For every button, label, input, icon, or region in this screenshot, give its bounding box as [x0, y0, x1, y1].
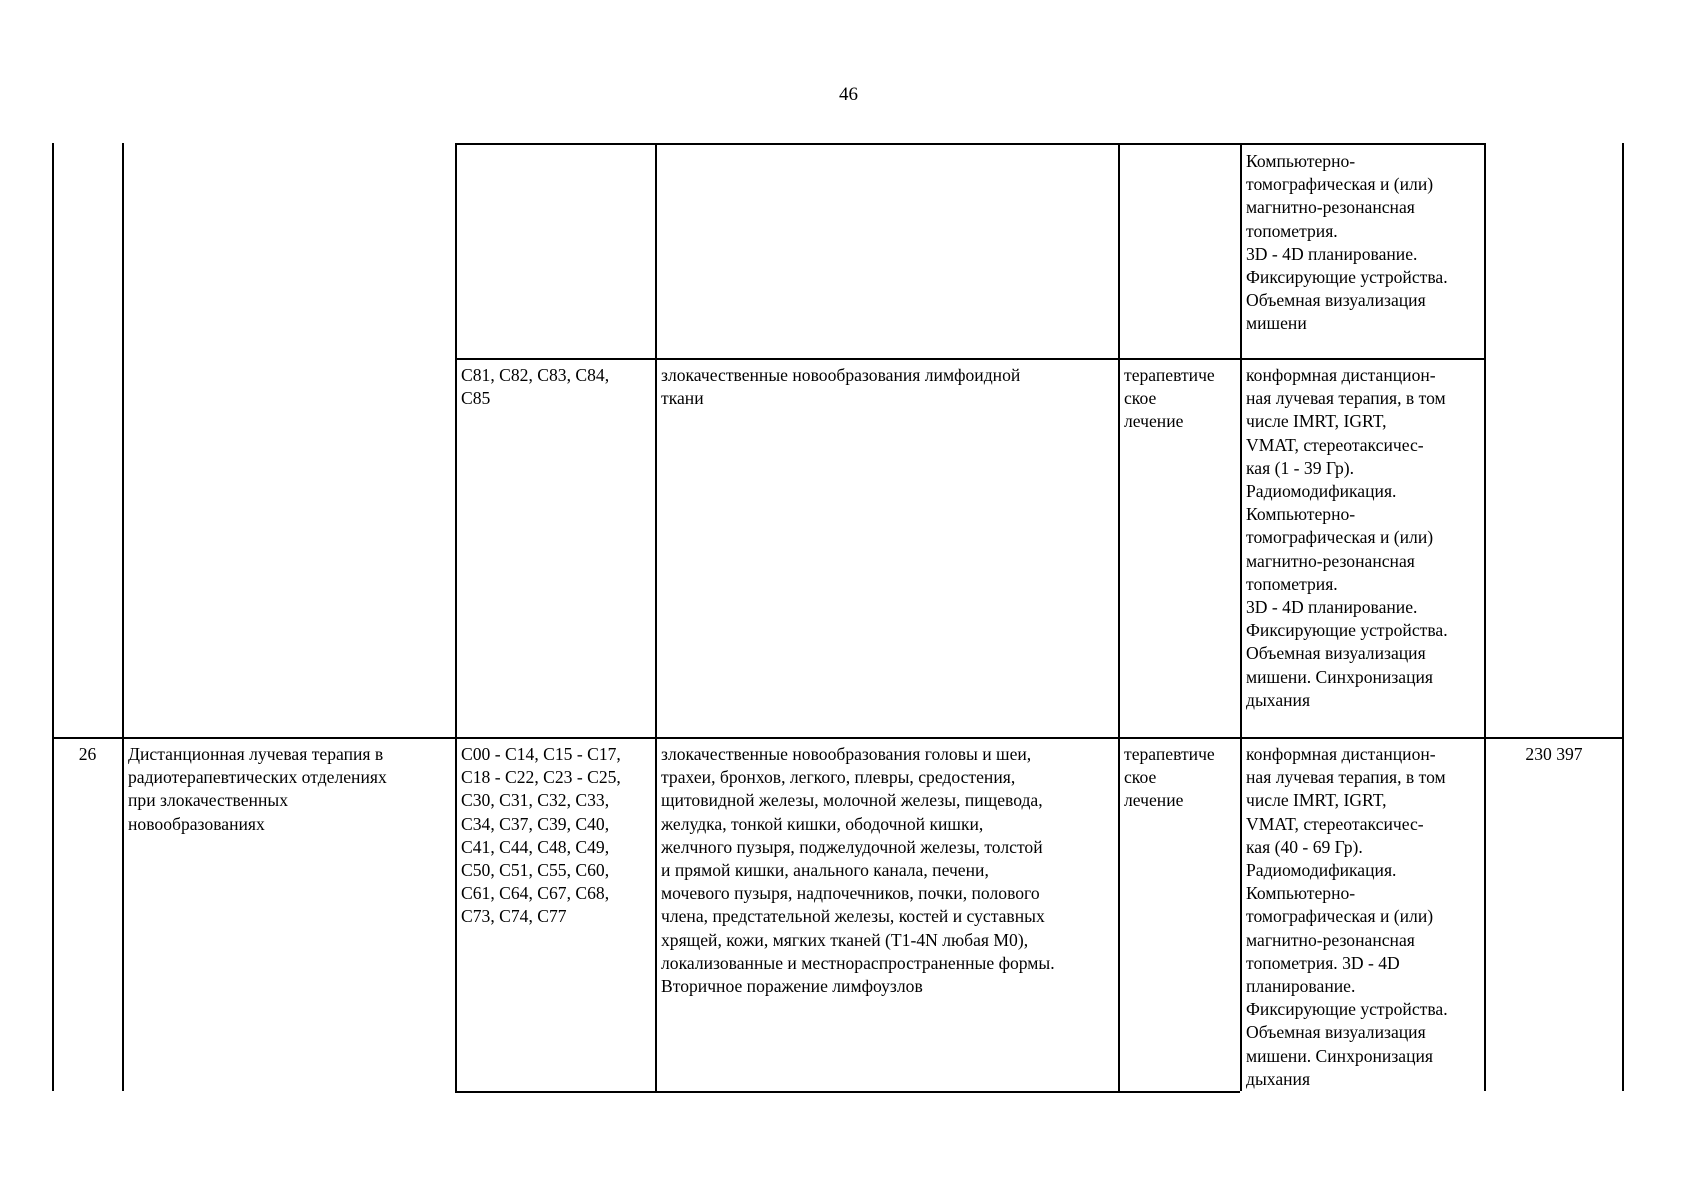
table-top-border	[455, 143, 1485, 145]
row-number-cell: 26	[78, 744, 97, 764]
column-divider	[1484, 143, 1486, 1091]
page-number: 46	[839, 84, 858, 105]
column-divider	[655, 143, 657, 1091]
treatment-method-cell: конформная дистанцион- ная лучевая терапия, в том числе IMRT, IGRT, VMAT, стереотаксичес- кая (1 - 39 Гр). Радиомодификация. Компьютерно- томографическая и (или) магнитно-резонансная топометрия. 3D - 4D планирование. Фиксирующие устройства. Объемная визуализация мишени. Синхронизация дыхания	[1246, 365, 1448, 710]
treatment-type-cell: терапевтиче ское лечение	[1124, 744, 1215, 811]
treatment-type-cell: терапевтиче ское лечение	[1124, 365, 1215, 432]
column-divider	[455, 143, 457, 1091]
diagnosis-codes-cell: C00 - C14, C15 - C17, C18 - C22, C23 - C25, C30, C31, C32, C33, C34, C37, C39, C40, C41, C44, C48, C49, C50, C51, C55, C60, C61, C64, C67, C68, C73, C74, C77	[461, 744, 621, 927]
column-divider	[1118, 143, 1120, 1091]
treatment-method-cell: Компьютерно- томографическая и (или) магнитно-резонансная топометрия. 3D - 4D планирование. Фиксирующие устройства. Объемная визуализация мишени	[1246, 151, 1448, 334]
table-border-right	[1622, 143, 1624, 1091]
disease-description-cell: злокачественные новообразования головы и шеи, трахеи, бронхов, легкого, плевры, средостения, щитовидной железы, молочной железы, пищевода, желудка, тонкой кишки, ободочной кишки, желчного пузыря, поджелудочной железы, толстой и прямой кишки, анального канала, печени, мочевого пузыря, надпочечников, почки, полового члена, предстательной железы, костей и суставных хрящей, кожи, мягких тканей (T1-4N любая M0), локализованные и местнораспространенные формы. Вторичное поражение лимфоузлов	[661, 744, 1055, 997]
column-divider	[122, 143, 124, 1091]
disease-description-cell: злокачественные новообразования лимфоидной ткани	[661, 365, 1021, 409]
cost-cell: 230 397	[1525, 744, 1583, 764]
table-border-left	[52, 143, 54, 1091]
diagnosis-codes-cell: C81, C82, C83, C84, C85	[461, 365, 610, 409]
column-divider	[1240, 143, 1242, 1091]
treatment-method-cell: конформная дистанцион- ная лучевая терапия, в том числе IMRT, IGRT, VMAT, стереотаксичес- кая (40 - 69 Гр). Радиомодификация. Компьютерно- томографическая и (или) магнитно-резонансная топометрия. 3D - 4D планирование. Фиксирующие устройства. Объемная визуализация мишени. Синхронизация дыхания	[1246, 744, 1448, 1089]
table-bottom-border	[455, 1091, 1240, 1093]
row-divider	[455, 358, 1485, 360]
care-type-name-cell: Дистанционная лучевая терапия в радиотерапевтических отделениях при злокачественных новообразованиях	[128, 744, 387, 834]
row-divider	[52, 737, 1624, 739]
